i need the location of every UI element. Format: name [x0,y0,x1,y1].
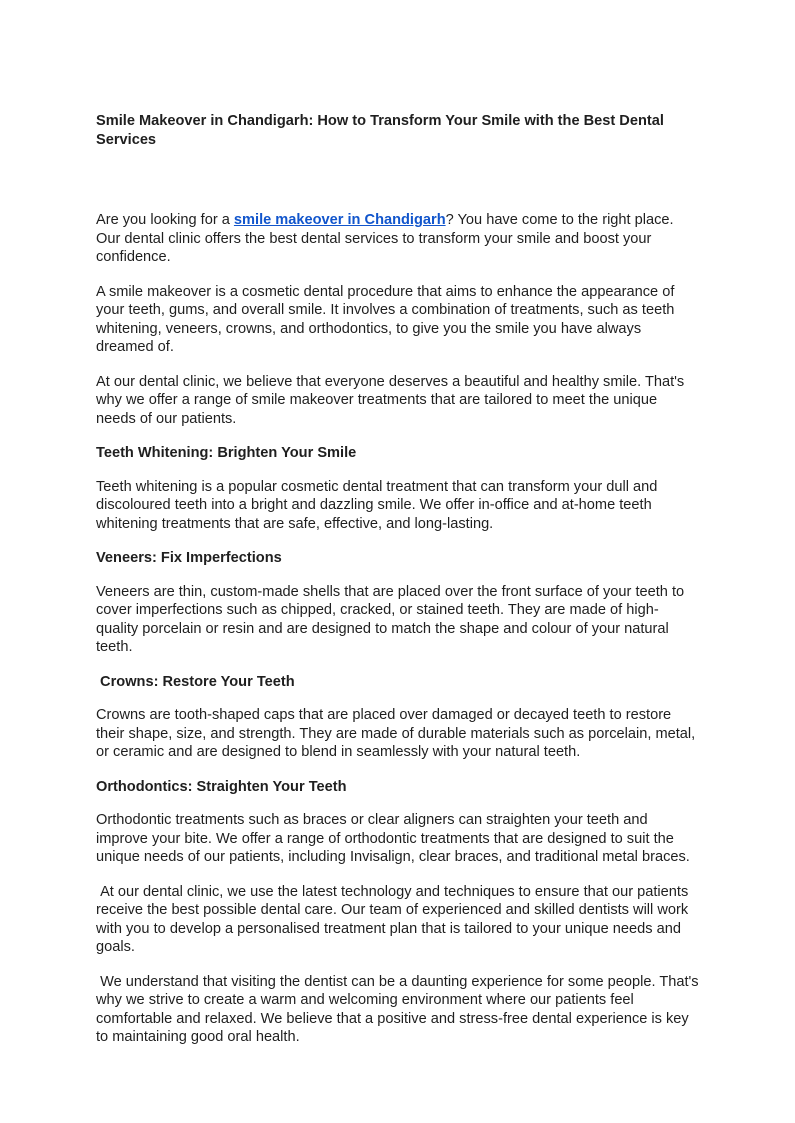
intro-text-before-link: Are you looking for a [96,212,234,228]
clinic-belief-paragraph: At our dental clinic, we believe that everyone deserves a beautiful and healthy smile. That's why we offer a range of smile makeover treatments that are tailored to meet the unique needs of our patients. [96,373,685,427]
section-heading-veneers: Veneers: Fix Imperfections [96,550,282,566]
section-body-orthodontics: Orthodontic treatments such as braces or clear aligners can straighten your teeth and improve your bite. We offer a range of orthodontic treatments that are designed to suit the unique needs of our patients, including Invisalign, clear braces, and traditional metal braces. [96,812,690,865]
section-body-crowns: Crowns are tooth-shaped caps that are placed over damaged or decayed teeth to restore their shape, size, and strength. They are made of durable materials such as porcelain, metal, or ceramic and are designed to blend in seamlessly with your natural teeth. [96,707,696,760]
section-heading-orthodontics: Orthodontics: Straighten Your Teeth [96,778,347,795]
document-page [96,112,703,1063]
smile-makeover-definition-paragraph: A smile makeover is a cosmetic dental procedure that aims to enhance the appearance of your teeth, gums, and overall smile. It involves a combination of treatments, such as teeth whitening, veneers, crowns, and orthodontics, to give you the smile you have always dreamed of. [96,283,675,355]
technology-paragraph: At our dental clinic, we use the latest technology and techniques to ensure that our patients receive the best possible dental care. Our team of experienced and skilled dentists will work with you to develop a personalised treatment plan that is tailored to your unique needs and goals. [96,883,693,955]
page-title: Smile Makeover in Chandigarh: How to Transform Your Smile with the Best Dental Services [96,113,664,148]
section-heading-teeth-whitening: Teeth Whitening: Brighten Your Smile [96,445,357,461]
section-heading-crowns: Crowns: Restore Your Teeth [96,673,295,690]
intro-paragraph [96,211,700,267]
intro-text-after-link: ? You have come to the right place. Our dental clinic offers the best dental services to transform your smile and boost your confidence. [96,212,674,265]
section-body-veneers: Veneers are thin, custom-made shells that are placed over the front surface of your teeth to cover imperfections such as chipped, cracked, or stained teeth. They are made of high-quality porcelain or resin and are designed to match the shape and colour of your natural teeth. [96,583,685,655]
comfort-paragraph: We understand that visiting the dentist can be a daunting experience for some people. That's why we strive to create a warm and welcoming environment where our patients feel comfortable and relaxed. We believe that a positive and stress-free dental experience is key to maintaining good oral health. [96,973,703,1045]
section-body-teeth-whitening: Teeth whitening is a popular cosmetic dental treatment that can transform your dull and discoloured teeth into a bright and dazzling smile. We offer in-office and at-home teeth whitening treatments that are safe, effective, and long-lasting. [96,478,658,532]
smile-makeover-link[interactable]: smile makeover in Chandigarh [233,212,446,228]
